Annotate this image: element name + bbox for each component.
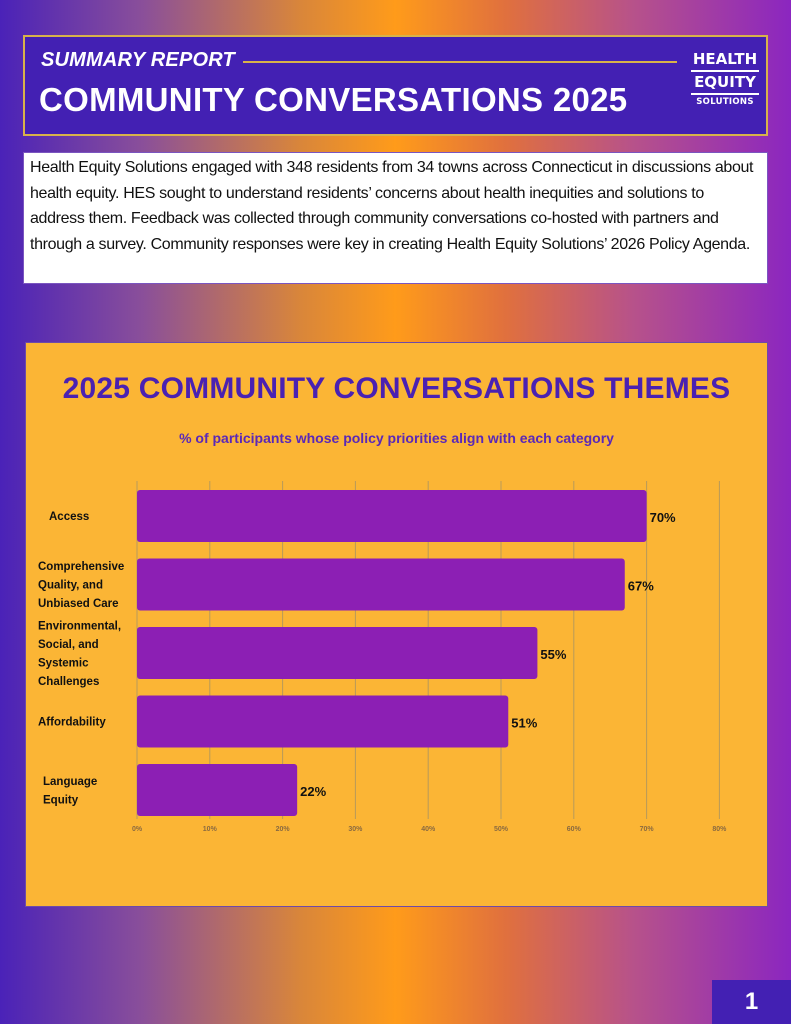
logo-line-2: EQUITY xyxy=(691,72,759,95)
chart-panel xyxy=(25,342,768,907)
bar xyxy=(137,490,647,542)
bar xyxy=(137,764,297,816)
themes-bar-chart xyxy=(26,343,769,908)
bar xyxy=(137,696,508,748)
page-number: 1 xyxy=(712,980,791,1024)
subtitle-divider xyxy=(243,61,677,63)
report-subtitle: SUMMARY REPORT xyxy=(41,49,235,71)
category-label: Language Equity xyxy=(43,775,98,807)
category-label: Comprehensive Quality, and Unbiased Care xyxy=(38,561,125,610)
bar xyxy=(137,627,537,679)
x-tick-label: 30% xyxy=(348,826,363,833)
report-title: COMMUNITY CONVERSATIONS 2025 xyxy=(39,81,628,118)
bar xyxy=(137,559,625,611)
data-label: 55% xyxy=(540,647,567,662)
chart-title: 2025 COMMUNITY CONVERSATIONS THEMES xyxy=(62,372,731,405)
logo-line-1: HEALTH xyxy=(691,51,759,72)
intro-paragraph: Health Equity Solutions engaged with 348 residents from 34 towns across Connecticut in discussions about health equity. HES sought to understand residents’ concerns about health inequities and solutions to address them. Feedback was collected through community conversations co-hosted with partners and through a survey. Community responses were key in creating Health Equity Solutions’ 2026 Policy Agenda. xyxy=(23,152,768,284)
x-tick-label: 80% xyxy=(712,826,727,833)
x-tick-label: 0% xyxy=(131,826,143,833)
report-header xyxy=(23,35,768,136)
logo-line-3: SOLUTIONS xyxy=(696,97,754,107)
chart-subtitle: % of participants whose policy priorities align with each category xyxy=(179,430,614,446)
x-tick-label: 50% xyxy=(493,826,509,833)
x-tick-label: 40% xyxy=(421,826,436,833)
x-tick-label: 20% xyxy=(275,826,290,833)
category-label: Affordability xyxy=(38,716,106,729)
hes-logo xyxy=(691,51,759,108)
x-tick-label: 10% xyxy=(202,826,217,833)
category-label: Access xyxy=(49,511,90,523)
data-label: 67% xyxy=(627,578,654,594)
data-label: 22% xyxy=(300,784,327,799)
data-label: 70% xyxy=(649,510,676,525)
x-tick-label: 60% xyxy=(566,826,581,833)
x-tick-label: 70% xyxy=(639,826,654,833)
data-label: 51% xyxy=(511,715,538,731)
category-label: Environmental, Social, and Systemic Challenges xyxy=(38,620,122,688)
